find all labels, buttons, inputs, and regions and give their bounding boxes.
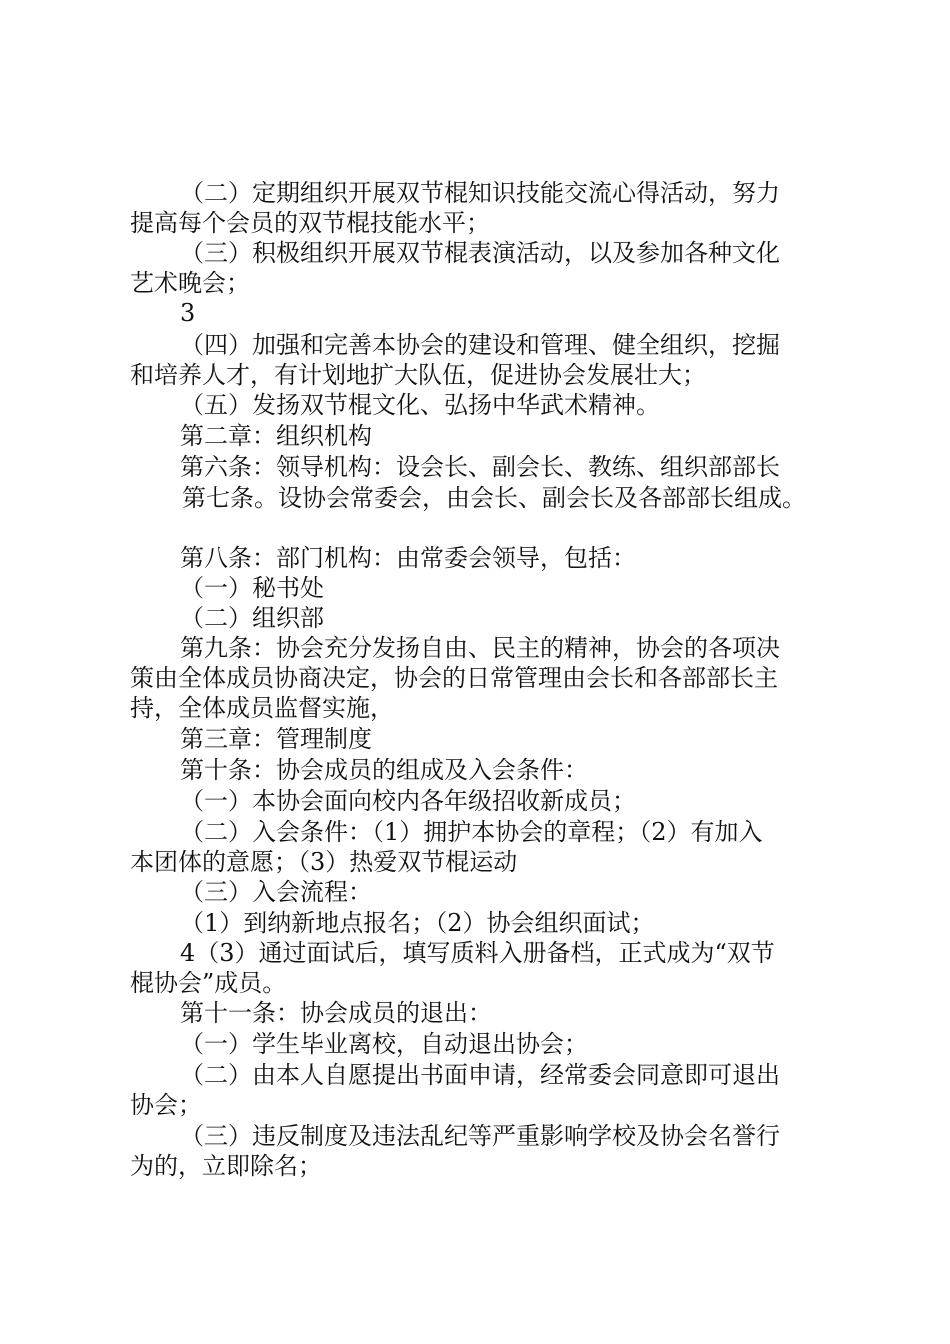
text-line: （三）入会流程： [180, 878, 372, 906]
chapter-heading: 第二章：组织机构 [180, 422, 372, 450]
text-line: 第九条：协会充分发扬自由、民主的精神，协会的各项决 [180, 634, 780, 662]
chapter-heading: 第三章：管理制度 [180, 725, 372, 753]
text-line: （二）组织部 [180, 604, 324, 632]
text-line: 协会； [130, 1091, 202, 1119]
text-line: 为的，立即除名； [130, 1152, 322, 1180]
text-line: 艺术晚会； [130, 269, 250, 297]
text-line: 第八条：部门机构：由常委会领导，包括： [180, 544, 636, 572]
text-line: （四）加强和完善本协会的建设和管理、健全组织，挖掘 [180, 331, 780, 359]
text-line: 第十一条：协会成员的退出： [180, 999, 492, 1027]
text-line: 4（3）通过面试后，填写质料入册备档，正式成为“双节 [180, 939, 775, 967]
page-number: 3 [180, 299, 196, 327]
text-line: 第十条：协会成员的组成及入会条件： [180, 756, 588, 784]
text-line: （五）发扬双节棍文化、弘扬中华武术精神。 [180, 391, 660, 419]
text-line: （二）由本人自愿提出书面申请，经常委会同意即可退出 [180, 1061, 780, 1089]
text-line: （一）秘书处 [180, 574, 324, 602]
text-line: 第七条。设协会常委会，由会长、副会长及各部部长组成。 [182, 484, 806, 512]
text-line: （二）定期组织开展双节棍知识技能交流心得活动，努力 [180, 179, 780, 207]
text-line: 和培养人才，有计划地扩大队伍，促进协会发展壮大； [130, 361, 706, 389]
text-line: （二）入会条件：（1）拥护本协会的章程；（2）有加入 [180, 818, 763, 846]
text-line: 持，全体成员监督实施， [130, 694, 394, 722]
text-line: 策由全体成员协商决定，协会的日常管理由会长和各部部长主 [130, 664, 778, 692]
text-line: （一）本协会面向校内各年级招收新成员； [180, 787, 636, 815]
text-line: （一）学生毕业离校，自动退出协会； [180, 1030, 588, 1058]
text-line: 第六条：领导机构：设会长、副会长、教练、组织部部长 [180, 453, 780, 481]
text-line: （三）积极组织开展双节棍表演活动，以及参加各种文化 [180, 239, 780, 267]
text-line: （三）违反制度及违法乱纪等严重影响学校及协会名誉行 [180, 1122, 780, 1150]
text-line: 棍协会”成员。 [130, 969, 287, 997]
text-line: 本团体的意愿；（3）热爱双节棍运动 [130, 848, 518, 876]
text-line: （1）到纳新地点报名；（2）协会组织面试； [180, 909, 655, 937]
text-line: 提高每个会员的双节棍技能水平； [130, 209, 490, 237]
